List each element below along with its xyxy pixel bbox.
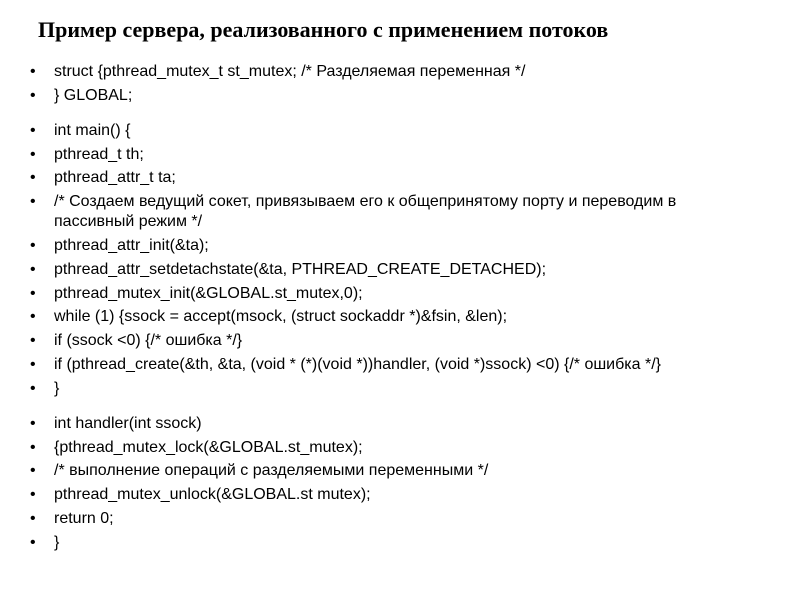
code-line: /* Создаем ведущий сокет, привязываем его к общепринятому порту и переводим в пассивный режим */ — [54, 193, 677, 231]
list-item — [30, 485, 760, 505]
bullet-icon: • — [30, 121, 36, 139]
list-item — [30, 509, 760, 529]
code-line: } GLOBAL; — [54, 86, 133, 104]
code-line: /* выполнение операций с разделяемыми переменными */ — [54, 462, 489, 480]
list-item — [30, 414, 760, 434]
bullet-icon: • — [30, 509, 36, 527]
code-line: pthread_t th; — [54, 145, 144, 163]
bullet-icon: • — [30, 236, 36, 254]
list-item — [30, 168, 760, 188]
list-item — [30, 145, 760, 165]
code-line: pthread_attr_setdetachstate(&ta, PTHREAD_CREATE_DETACHED); — [54, 260, 547, 278]
bullet-icon: • — [30, 438, 36, 456]
bullet-icon: • — [30, 332, 36, 350]
bullet-icon: • — [30, 86, 36, 104]
list-item — [30, 355, 760, 375]
code-line: int handler(int ssock) — [54, 414, 202, 432]
bullet-icon: • — [30, 63, 36, 80]
code-line: if (pthread_create(&th, &ta, (void * (*)(void *))handler, (void *)ssock) <0) {/* ошибка */} — [54, 355, 661, 373]
bullet-icon: • — [30, 355, 36, 373]
code-line: } — [54, 379, 60, 397]
slide-title: Пример сервера, реализованного с применением потоков — [38, 17, 609, 42]
code-line: {pthread_mutex_lock(&GLOBAL.st_mutex); — [54, 438, 363, 456]
code-line: } — [54, 533, 60, 551]
code-line: int main() { — [54, 121, 131, 139]
list-item — [30, 438, 760, 458]
bullet-icon: • — [30, 260, 36, 278]
list-item — [30, 461, 760, 481]
list-item — [30, 62, 760, 82]
bullet-icon: • — [30, 193, 36, 211]
code-line: pthread_mutex_init(&GLOBAL.st_mutex,0); — [54, 284, 363, 302]
list-item — [30, 379, 760, 399]
code-line: return 0; — [54, 509, 114, 527]
bullet-icon: • — [30, 533, 36, 551]
list-item — [30, 260, 760, 280]
code-line: if (ssock <0) {/* ошибка */} — [54, 332, 243, 350]
list-item — [30, 121, 760, 141]
list-item — [30, 284, 760, 304]
bullet-icon: • — [30, 145, 36, 163]
code-bullet-list — [30, 62, 760, 557]
code-line: pthread_attr_t ta; — [54, 169, 176, 187]
code-line: pthread_mutex_unlock(&GLOBAL.st mutex); — [54, 486, 371, 504]
list-item — [30, 86, 760, 106]
list-item — [30, 307, 760, 327]
bullet-icon: • — [30, 284, 36, 302]
code-line: pthread_attr_init(&ta); — [54, 236, 209, 254]
bullet-icon: • — [30, 308, 36, 326]
code-line: struct {pthread_mutex_t st_mutex; /* Разделяемая переменная */ — [54, 63, 526, 80]
bullet-icon: • — [30, 169, 36, 187]
bullet-icon: • — [30, 414, 36, 432]
list-item — [30, 192, 760, 232]
list-item — [30, 533, 760, 553]
list-item — [30, 331, 760, 351]
bullet-icon: • — [30, 462, 36, 480]
code-line: while (1) {ssock = accept(msock, (struct sockaddr *)&fsin, &len); — [54, 308, 508, 326]
bullet-icon: • — [30, 486, 36, 504]
bullet-icon: • — [30, 379, 36, 397]
list-item — [30, 236, 760, 256]
